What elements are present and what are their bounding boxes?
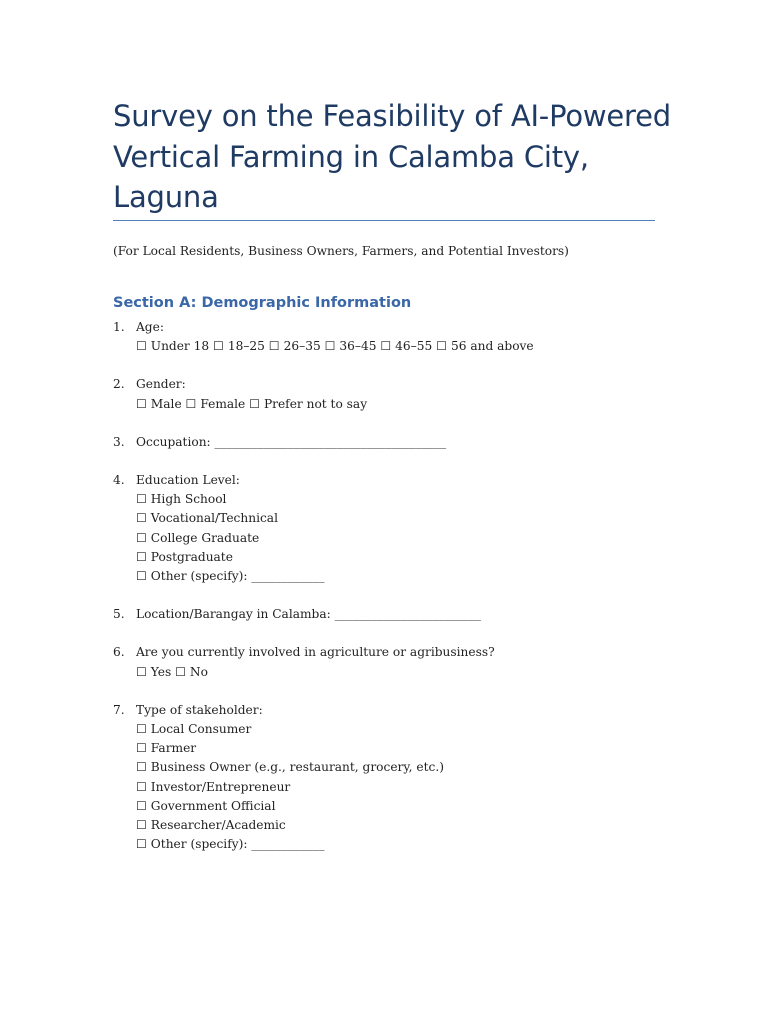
section-a-heading: Section A: Demographic Information [113,295,412,311]
question-item-1 [113,318,673,356]
question-item-7 [113,701,673,855]
question-item-5 [113,605,673,624]
question-list [113,318,673,873]
answer-option-line[interactable]: ☐ Investor/Entrepreneur [136,779,291,794]
answer-option-line[interactable]: ☐ Other (specify): ____________ [136,837,325,852]
answer-option-line[interactable]: ☐ Yes ☐ No [136,664,208,679]
question-item-2 [113,375,673,413]
question-number: 7. [113,702,125,717]
document-title: Survey on the Feasibility of AI-Powered Vertical Farming in Calamba City, Laguna [113,99,671,214]
question-number: 6. [113,645,125,660]
question-number: 4. [113,473,125,488]
title-divider [113,220,655,221]
answer-option-line[interactable]: ☐ Business Owner (e.g., restaurant, grocery, etc.) [136,760,444,775]
question-label: Occupation: ______________________________________ [136,434,447,449]
answer-option-line[interactable]: ☐ Under 18 ☐ 18–25 ☐ 26–35 ☐ 36–45 ☐ 46–55 ☐ 56 and above [136,339,534,354]
question-label: Type of stakeholder: [136,702,263,717]
answer-option-line[interactable]: ☐ Male ☐ Female ☐ Prefer not to say [136,396,368,411]
answer-option-line[interactable]: ☐ High School [136,492,227,507]
answer-option-line[interactable]: ☐ Local Consumer [136,722,252,737]
question-label: Location/Barangay in Calamba: ________________________ [136,607,481,622]
answer-option-line[interactable]: ☐ Farmer [136,741,197,756]
answer-option-line[interactable]: ☐ Other (specify): ____________ [136,569,325,584]
question-label: Education Level: [136,473,240,488]
question-number: 2. [113,377,125,392]
question-number: 5. [113,607,125,622]
question-item-3 [113,433,673,452]
question-label: Age: [136,320,164,334]
question-number: 3. [113,434,125,449]
answer-option-line[interactable]: ☐ College Graduate [136,530,260,545]
document-subtitle: (For Local Residents, Business Owners, Farmers, and Potential Investors) [113,244,569,258]
answer-option-line[interactable]: ☐ Vocational/Technical [136,511,278,526]
answer-option-line[interactable]: ☐ Government Official [136,798,276,813]
question-item-4 [113,471,673,586]
answer-option-line[interactable]: ☐ Postgraduate [136,549,233,564]
answer-option-line[interactable]: ☐ Researcher/Academic [136,818,286,833]
question-label: Gender: [136,377,186,392]
question-label: Are you currently involved in agriculture or agribusiness? [136,645,495,660]
question-number: 1. [113,320,125,334]
question-item-6 [113,643,673,681]
